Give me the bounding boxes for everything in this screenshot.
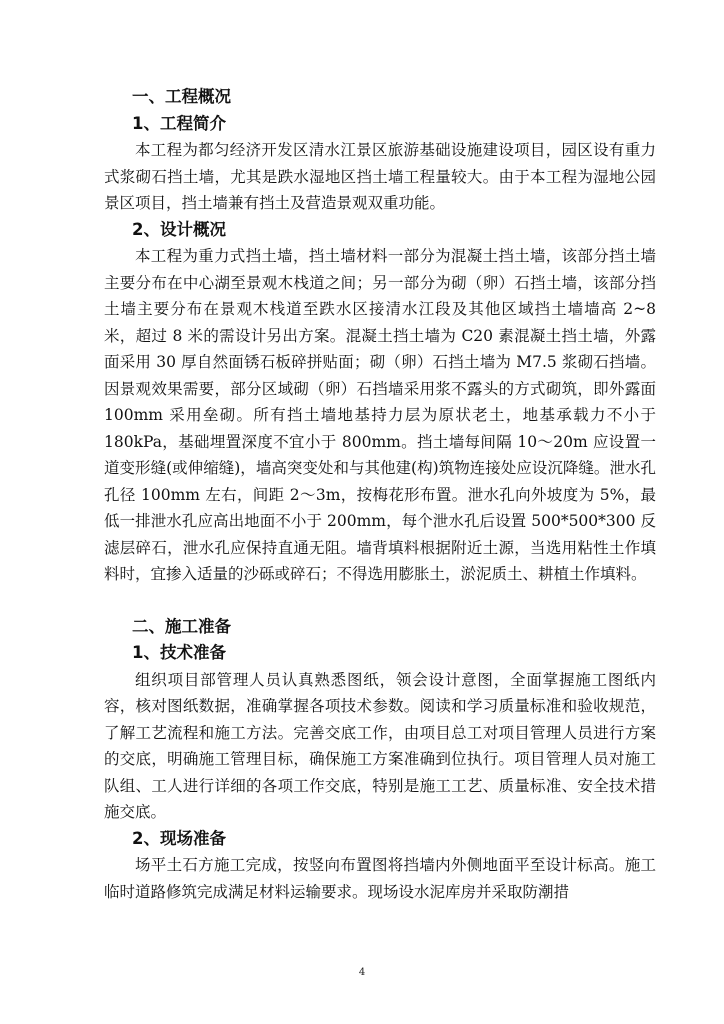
paragraph-design-overview: 本工程为重力式挡土墙，挡土墙材料一部分为混凝土挡土墙，该部分挡土墙主要分布在中心湖至景观木栈道之间；另一部分为砌（卵）石挡土墙，该部分挡土墙主要分布在景观木栈道至跌水区接清水江段及其他区域挡土墙墙高 2~8 米，超过 8 米的需设计另出方案。混凝土挡土墙为 C20 素混凝土挡土墙，外露面采用 30 厚自然面锈石板碎拼贴面；砌（卵）石挡土墙为 M7.5 浆砌石挡墙。因景观效果需要，部分区域砌（卵）石挡墙采用浆不露头的方式砌筑，即外露面 100mm 采用垒砌。所有挡土墙地基持力层为原状老土，地基承载力不小于 180kPa，基础埋置深度不宜小于 800mm。挡土墙每间隔 10～20m 应设置一道变形缝(或伸缩缝)，墙高突变处和与其他建(构)筑物连接处应设沉降缝。泄水孔孔径 100mm 左右，间距 2～3m，按梅花形布置。泄水孔向外坡度为 5%，最低一排泄水孔应高出地面不小于 200mm，每个泄水孔后设置 500*500*300 反滤层碎石，泄水孔应保持直通无阻。墙背填料根据附近土源，当选用粘性土作填料时，宜掺入适量的沙砾或碎石；不得选用膨胀土，淤泥质土、耕植土作填料。 <box>104 247 656 583</box>
subheading-project-intro: 1、工程简介 <box>132 113 226 133</box>
section-heading-preparation: 二、施工准备 <box>132 616 231 636</box>
paragraph-project-intro: 本工程为都匀经济开发区清水江景区旅游基础设施建设项目，园区设有重力式浆砌石挡土墙，尤其是跌水湿地区挡土墙工程量较大。由于本工程为湿地公园景区项目，挡土墙兼有挡土及营造景观双重功能。 <box>104 141 656 212</box>
section-heading-overview: 一、工程概况 <box>132 87 231 106</box>
page-content <box>104 84 656 905</box>
paragraph-site-preparation: 场平土石方施工完成，按竖向布置图将挡墙内外侧地面平至设计标高。施工临时道路修筑完成满足材料运输要求。现场设水泥库房并采取防潮措 <box>104 856 656 901</box>
paragraph-technical-preparation: 组织项目部管理人员认真熟悉图纸，领会设计意图，全面掌握施工图纸内容，核对图纸数据，准确掌握各项技术参数。阅读和学习质量标准和验收规范，了解工艺流程和施工方法。完善交底工作，由项目总工对项目管理人员进行方案的交底，明确施工管理目标，确保施工方案准确到位执行。项目管理人员对施工队组、工人进行详细的各项工作交底，特别是施工工艺、质量标准、安全技术措施交底。 <box>104 670 656 821</box>
section-spacer <box>104 588 656 614</box>
subheading-site-preparation: 2、现场准备 <box>132 828 226 848</box>
subheading-technical-preparation: 1、技术准备 <box>132 643 226 662</box>
page-number: 4 <box>358 967 366 978</box>
subheading-design-overview: 2、设计概况 <box>132 219 226 239</box>
